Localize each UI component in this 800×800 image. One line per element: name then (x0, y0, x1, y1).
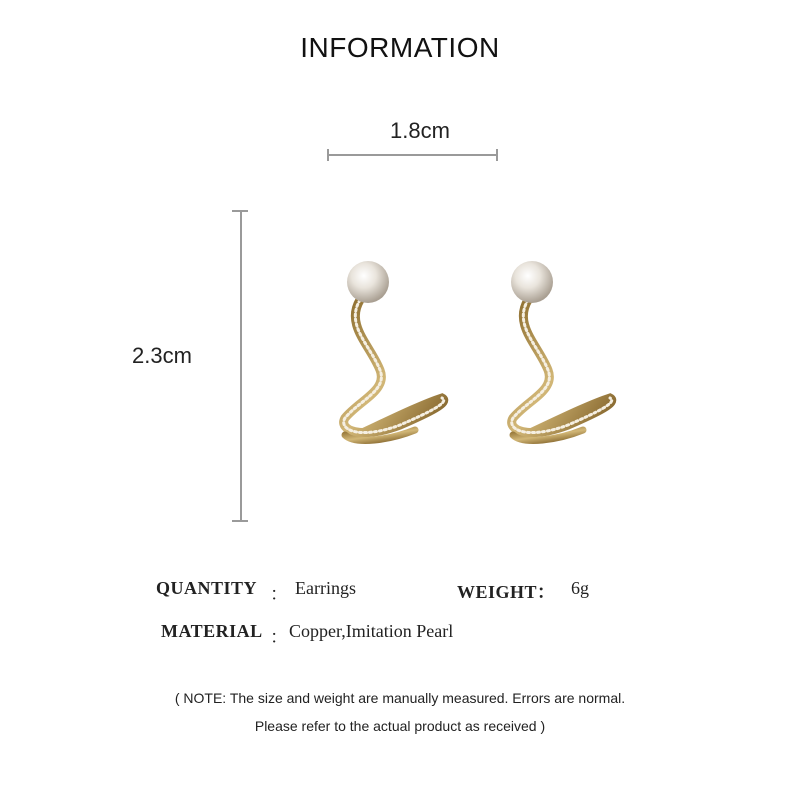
left-pearl (347, 261, 389, 303)
width-tick-right (496, 149, 498, 161)
height-label: 2.3cm (132, 343, 192, 368)
height-tick-bottom (232, 520, 248, 522)
material-separator: ： (270, 627, 288, 647)
quantity-key: QUANTITY (156, 578, 258, 598)
height-dimension-line (240, 210, 242, 522)
width-tick-left (327, 149, 329, 161)
note-line-2: Please refer to the actual product as received ) (254, 718, 546, 734)
earrings-product-image (300, 240, 660, 480)
right-pearl (511, 261, 553, 303)
left-earring (344, 261, 444, 440)
height-tick-top (232, 210, 248, 212)
material-key: MATERIAL (161, 621, 263, 641)
quantity-separator: ： (270, 584, 288, 604)
width-dimension-line (327, 154, 497, 156)
page-title: INFORMATION (300, 32, 500, 63)
weight-key: WEIGHT： (457, 582, 556, 602)
note-line-1: ( NOTE: The size and weight are manually measured. Errors are normal. (174, 690, 626, 706)
right-earring (511, 261, 612, 440)
quantity-value: Earrings (295, 578, 356, 598)
weight-value: 6g (571, 578, 589, 598)
width-label: 1.8cm (390, 118, 450, 143)
material-value: Copper,Imitation Pearl (289, 621, 454, 641)
